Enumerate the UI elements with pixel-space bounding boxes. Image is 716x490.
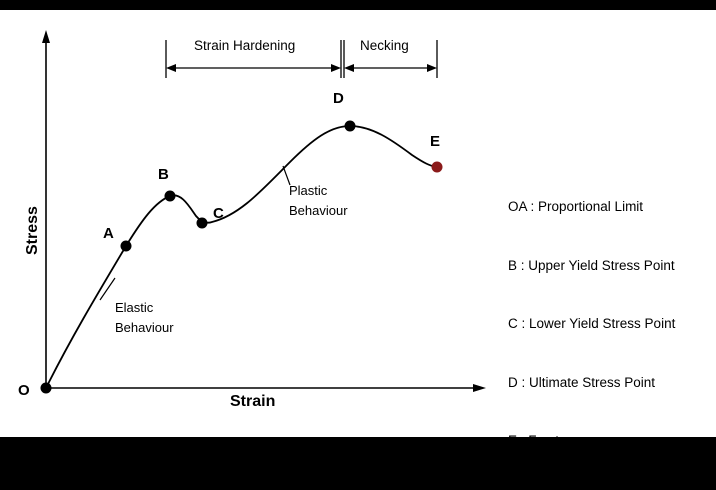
legend-line-2: B : Upper Yield Stress Point [508, 257, 675, 273]
y-axis-arrow [42, 30, 50, 43]
point-label-D: D [333, 90, 344, 107]
legend-line-4: D : Ultimate Stress Point [508, 374, 656, 390]
legend-line-5: E : Fracture [508, 433, 579, 448]
legend-line-1: OA : Proportional Limit [508, 199, 644, 214]
point-label-B: B [158, 166, 169, 183]
point-label-E: E [430, 133, 441, 150]
diagram-canvas [0, 10, 716, 448]
x-axis-label: Strain [230, 393, 276, 410]
necking-label: Necking [360, 38, 409, 53]
elastic-behaviour-line1: Elastic [115, 300, 154, 315]
plastic-behaviour-line2: Behaviour [289, 203, 348, 218]
point-marker-C [197, 218, 208, 229]
origin-label: O [18, 382, 30, 399]
y-axis-label: Stress [24, 206, 41, 255]
strain-hardening-label: Strain Hardening [194, 38, 296, 53]
point-marker-O [41, 383, 52, 394]
point-label-C: C [213, 205, 224, 222]
stress-strain-curve [46, 126, 437, 388]
strain-hardening-arrow-right [331, 64, 341, 72]
point-marker-A [121, 241, 132, 252]
point-label-A: A [103, 225, 114, 242]
strain-hardening-arrow-left [166, 64, 176, 72]
plastic-behaviour-line1: Plastic [289, 183, 328, 198]
point-marker-D [345, 121, 356, 132]
point-marker-B [165, 191, 176, 202]
x-axis-arrow [473, 384, 486, 392]
legend-line-3: C : Lower Yield Stress Point [508, 316, 676, 331]
necking-arrow-left [344, 64, 354, 72]
necking-arrow-right [427, 64, 437, 72]
point-marker-E [432, 162, 443, 173]
elastic-behaviour-line2: Behaviour [115, 320, 174, 335]
legend-block [508, 158, 675, 490]
elastic-leader-line [100, 278, 115, 300]
